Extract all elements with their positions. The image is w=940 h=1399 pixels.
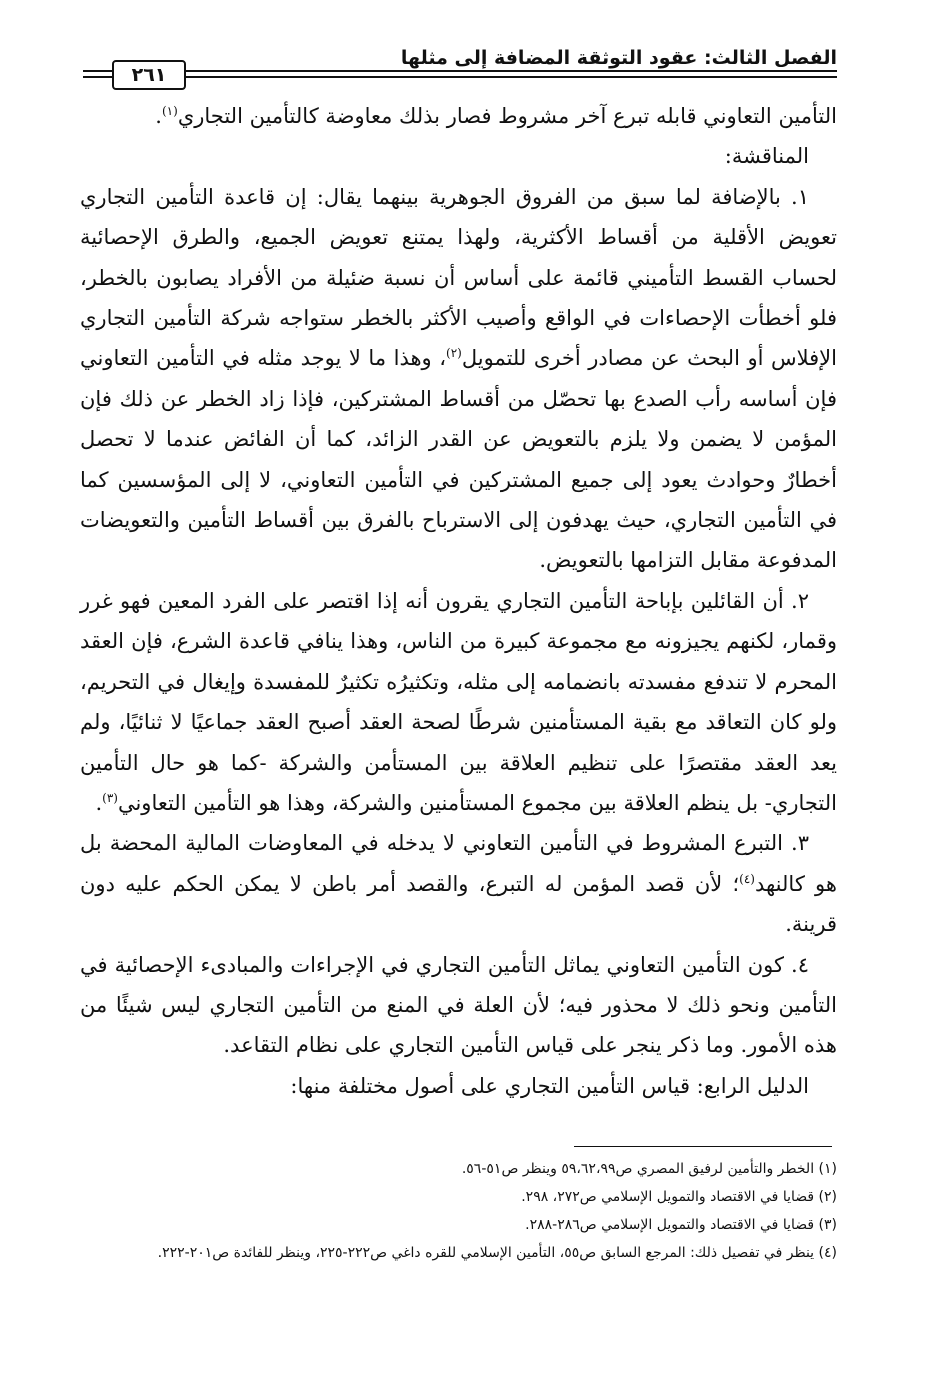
footnote-ref-1: (١) [161, 104, 178, 118]
point-3 [80, 823, 837, 944]
running-head-title: الفصل الثالث: عقود التوثقة المضافة إلى مثلها [400, 47, 837, 69]
point-3-text-a: ٣. التبرع المشروط في التأمين التعاوني لا يدخله في المعاوضات المالية المحضة بل هو كالنهد [80, 831, 837, 896]
page-number-box [112, 60, 186, 90]
fourth-evidence-heading: الدليل الرابع: قياس التأمين التجاري على أصول مختلفة منها: [290, 1073, 809, 1098]
footnote-ref-2: (٢) [446, 346, 462, 361]
footnote-4: (٤) ينظر في تفصيل ذلك: المرجع السابق ص٥٥، التأمين الإسلامي للقره داغي ص٢٢٢-٢٢٥، وينظر للفائدة ص٢٠١-٢٢٢. [157, 1245, 837, 1261]
header-rule-top [83, 70, 837, 72]
footnote-2: (٢) قضايا في الاقتصاد والتمويل الإسلامي ص٢٧٢، ٢٩٨. [521, 1189, 837, 1205]
point-1-text-a: ١. بالإضافة لما سبق من الفروق الجوهرية بينهما يقال: إن قاعدة التأمين التجاري تعويض الأقلية من أقساط الأكثرية، ولهذا يمتنع تعويض الجميع، والطرق الإحصائية لحساب القسط التأميني قائمة على أساس أن نسبة ضئيلة من الأفراد يصابون بالخطر، فلو أخطأت الإحصاءات في الواقع وأصيب الأكثر بالخطر ستواجه شركة التأمين التجاري الإفلاس أو البحث عن مصادر أخرى للتمويل [80, 184, 837, 371]
paragraph-end: . [155, 104, 162, 128]
footnote-3: (٣) قضايا في الاقتصاد والتمويل الإسلامي ص٢٨٦-٢٨٨. [525, 1217, 837, 1233]
paragraph-text: التأمين التعاوني قابله تبرع آخر مشروط فصار بذلك معاوضة كالتأمين التجاري [177, 104, 837, 128]
point-3-text-b: ؛ لأن قصد المؤمن له التبرع، والقصد أمر باطن لا يمكن الحكم عليه دون قرينة. [80, 871, 837, 937]
footnotes [80, 1155, 837, 1267]
main-text [80, 96, 837, 1106]
point-2-text: ٢. أن القائلين بإباحة التأمين التجاري يقرون أنه إذا اقتصر على الفرد المعين فهو غرر وقمار، لكنهم يجيزونه مع مجموعة كبيرة من الناس، وهذا ينافي قاعدة الشرع، فإن العقد المحرم لا تندفع مفسدته بانضمامه إلى مثله، وتكثيرُه تكثيرٌ للمفسدة وإيغال في التحريم، ولو كان التعاقد مع بقية المستأمنين شرطًا لصحة العقد أصبح العقد جماعيًا لا ثنائيًا، ولم يعد العقد مقتصرًا على تنظيم العلاقة بين المستأمن والشركة -كما هو حال التأمين التجاري- بل ينظم العلاقة بين مجموع المستأمنين والشركة، وهذا هو التأمين التعاوني [80, 588, 837, 815]
point-1-text-b: ، وهذا ما لا يوجد مثله في التأمين التعاوني فإن أساسه رأب الصدع بها تحصّل من أقساط المشتركين، فإذا زاد الخطر عن ذلك فإن المؤمن لا يضمن ولا يلزم بالتعويض عن القدر الزائد، كما أن الفائض عندما لا تحصل أخطارٌ وحوادث يعود إلى جميع المشتركين في التأمين التعاوني، لا إلى المؤسسين كما في التأمين التجاري، حيث يهدفون إلى الاسترباح بالفرق بين أقساط التأمين والتعويضات المدفوعة مقابل التزامها بالتعويض. [80, 346, 837, 573]
footnote-ref-3: (٣) [102, 790, 118, 805]
section-heading: المناقشة: [724, 144, 809, 169]
header-rule-bottom [83, 76, 837, 78]
footnote-1: (١) الخطر والتأمين لرفيق المصري ص٥٩،٦٢،٩٩ وينظر ص٥١-٥٦. [461, 1161, 837, 1177]
footnote-ref-4: (٤) [739, 871, 755, 886]
footnote-separator [574, 1146, 832, 1147]
point-2-end: . [95, 790, 103, 815]
paragraph-continuation [80, 96, 837, 136]
point-1 [80, 177, 837, 581]
point-2 [80, 581, 837, 823]
point-4: ٤. كون التأمين التعاوني يماثل التأمين التجاري في الإجراءات والمبادىء الإحصائية في التأمين ونحو ذلك لا محذور فيه؛ لأن العلة في المنع من التأمين التجاري ليس شيئًا من هذه الأمور. وما ذكر ينجر على قياس التأمين التجاري على نظام التقاعد. [80, 952, 837, 1058]
page-number: ٢٦١ [131, 64, 167, 86]
